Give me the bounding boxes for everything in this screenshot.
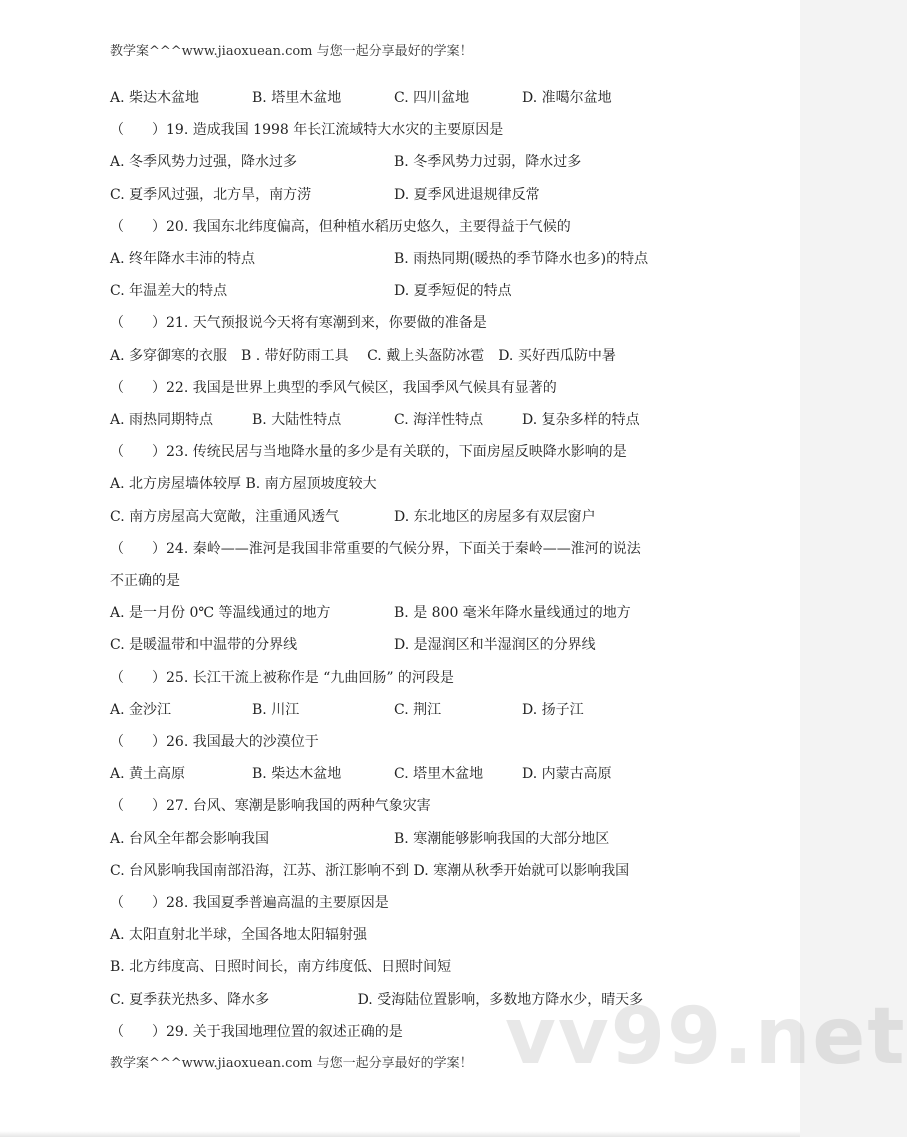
text-line: （ ）23. 传统民居与当地降水量的多少是有关联的，下面房屋反映降水影响的是	[110, 444, 627, 461]
answer-option: A. 冬季风势力过强，降水过多	[110, 154, 298, 171]
answer-option: D. 准噶尔盆地	[522, 90, 612, 106]
text-line: （ ）20. 我国东北纬度偏高，但种植水稻历史悠久，主要得益于气候的	[110, 218, 571, 235]
text-line: （ ）26. 我国最大的沙漠位于	[110, 734, 319, 750]
text-line: （ ）21. 天气预报说今天将有寒潮到来，你要做的准备是	[110, 315, 487, 332]
text-line: 不正确的是	[110, 573, 180, 589]
text-line: B. 北方纬度高、日照时间长，南方纬度低、日照时间短	[110, 959, 452, 976]
answer-option: C. 南方房屋高大宽敞，注重通风透气	[110, 508, 340, 525]
text-line: （ ）25. 长江干流上被称作是 “九曲回肠” 的河段是	[110, 669, 454, 686]
page-header: 教学案^^^www.jiaoxuean.com 与您一起分享最好的学案！	[110, 44, 473, 59]
answer-option: B. 寒潮能够影响我国的大部分地区	[394, 830, 610, 847]
text-line: （ ）29. 关于我国地理位置的叙述正确的是	[110, 1023, 403, 1040]
answer-option: A. 台风全年都会影响我国	[110, 830, 270, 847]
text-line: （ ）19. 造成我国 1998 年长江流域特大水灾的主要原因是	[110, 122, 504, 139]
text-line: A. 太阳直射北半球，全国各地太阳辐射强	[110, 927, 368, 944]
answer-option: D. 东北地区的房屋多有双层窗户	[394, 508, 596, 525]
text-line: （ ）27. 台风、寒潮是影响我国的两种气象灾害	[110, 798, 431, 815]
answer-option: B. 是 800 毫米年降水量线通过的地方	[394, 605, 631, 622]
answer-option: D. 复杂多样的特点	[522, 412, 640, 428]
text-line: （ ）24. 秦岭——淮河是我国非常重要的气候分界，下面关于秦岭——淮河的说法	[110, 540, 641, 557]
answer-option: C. 荆江	[394, 701, 442, 718]
answer-option: B. 柴达木盆地	[252, 766, 342, 783]
answer-option: B. 冬季风势力过弱，降水过多	[394, 154, 582, 171]
answer-option: D. 是湿润区和半湿润区的分界线	[394, 637, 596, 654]
answer-option: D. 内蒙古高原	[522, 766, 612, 783]
answer-option: B. 雨热同期(暖热的季节降水也多)的特点	[394, 251, 649, 267]
answer-option: B. 川江	[252, 701, 300, 718]
answer-option: A. 金沙江	[110, 701, 172, 718]
answer-option: C. 年温差大的特点	[110, 283, 228, 300]
text-line: C. 夏季获光热多、降水多 D. 受海陆位置影响，多数地方降水少，晴天多	[110, 991, 644, 1008]
answer-option: D. 夏季风进退规律反常	[394, 186, 540, 203]
text-line: （ ）28. 我国夏季普遍高温的主要原因是	[110, 895, 389, 911]
answer-option: D. 扬子江	[522, 701, 584, 718]
answer-option: B. 塔里木盆地	[252, 90, 342, 106]
page-edge	[0, 1131, 800, 1137]
page-footer: 教学案^^^www.jiaoxuean.com 与您一起分享最好的学案！	[110, 1056, 473, 1071]
answer-option: B. 大陆性特点	[252, 412, 342, 428]
answer-option: A. 黄土高原	[110, 766, 186, 783]
answer-option: C. 夏季风过强，北方旱，南方涝	[110, 186, 312, 203]
text-line: A. 北方房屋墙体较厚 B. 南方屋顶坡度较大	[110, 476, 377, 493]
answer-option: C. 是暖温带和中温带的分界线	[110, 637, 298, 654]
answer-option: A. 柴达木盆地	[110, 90, 200, 106]
answer-option: C. 四川盆地	[394, 90, 470, 106]
answer-option: A. 是一月份 0℃ 等温线通过的地方	[110, 605, 331, 622]
answer-option: D. 夏季短促的特点	[394, 283, 512, 300]
watermark: vv99.net	[505, 992, 907, 1082]
text-line: A. 多穿御寒的衣服 B . 带好防雨工具 C. 戴上头盔防冰雹 D. 买好西瓜防中暑	[110, 347, 616, 364]
answer-option: A. 雨热同期特点	[110, 412, 214, 428]
answer-option: A. 终年降水丰沛的特点	[110, 251, 256, 267]
answer-option: C. 塔里木盆地	[394, 766, 484, 783]
answer-option: C. 海洋性特点	[394, 412, 484, 428]
text-line: C. 台风影响我国南部沿海，江苏、浙江影响不到 D. 寒潮从秋季开始就可以影响我国	[110, 862, 630, 879]
text-line: （ ）22. 我国是世界上典型的季风气候区，我国季风气候具有显著的	[110, 379, 557, 396]
